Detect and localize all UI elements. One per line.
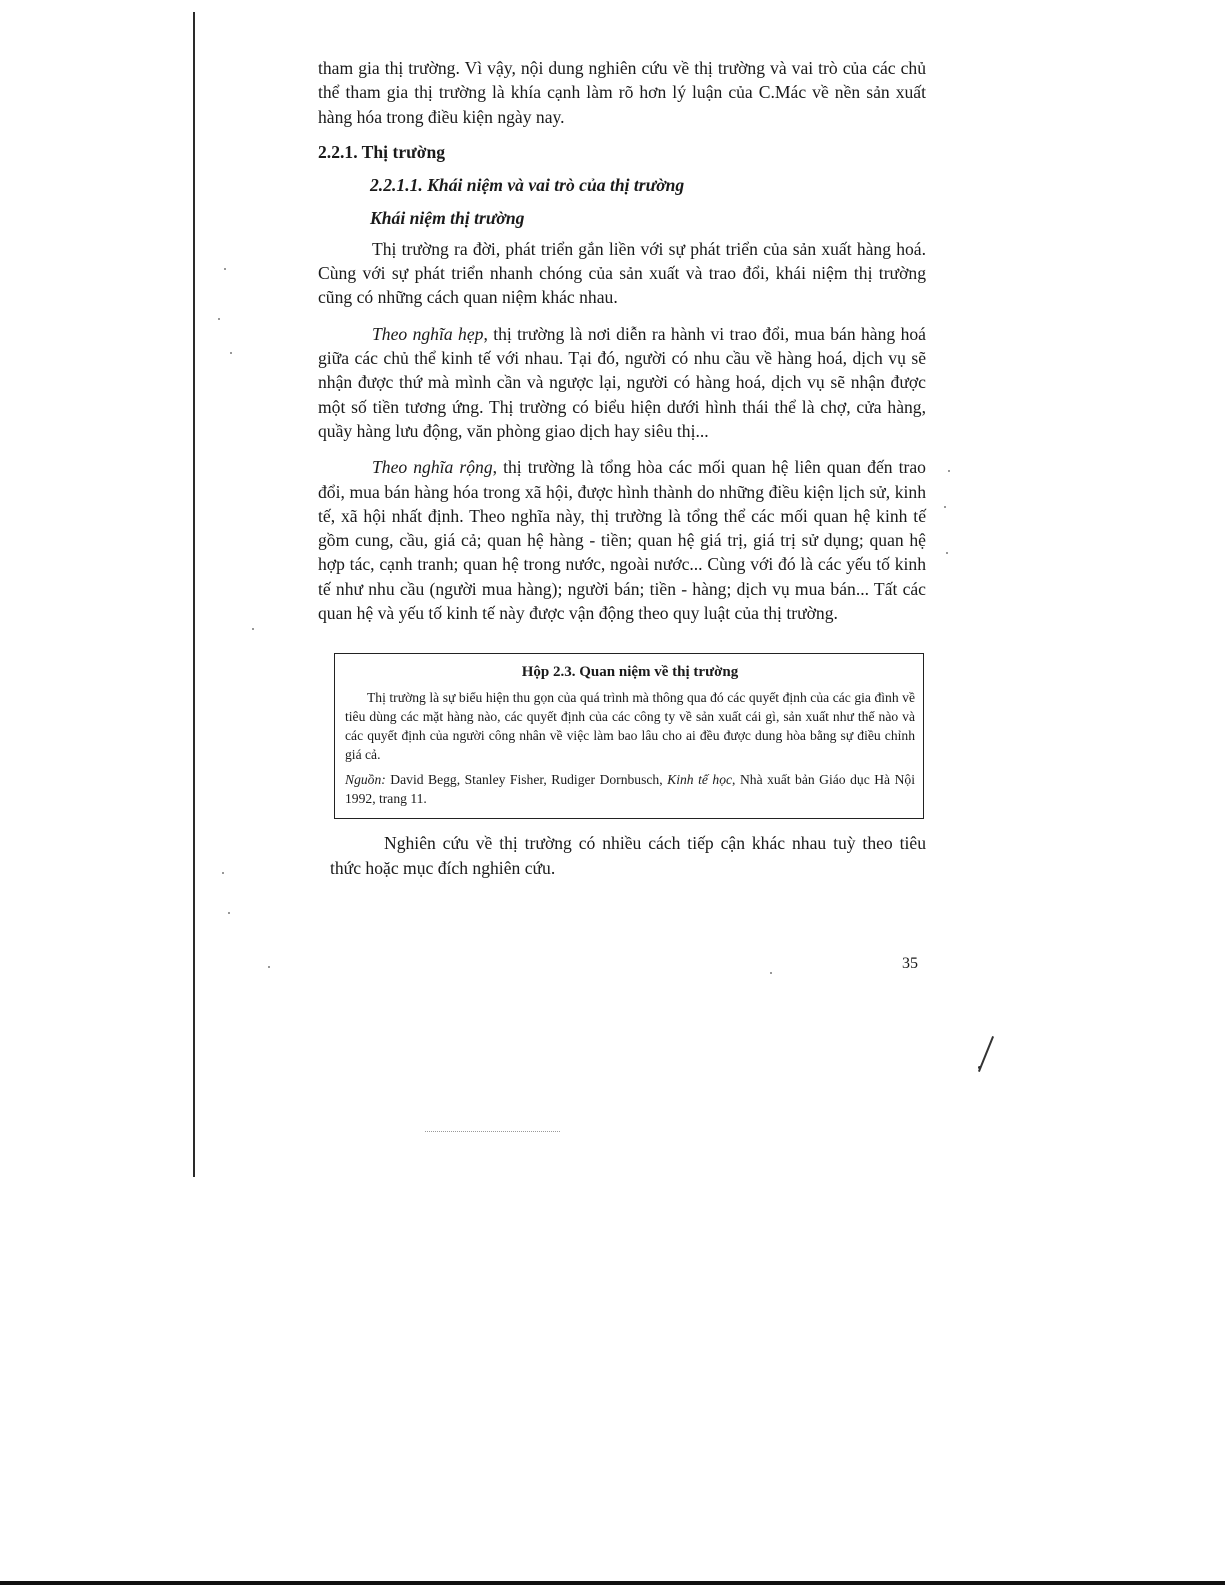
paragraph-narrow-sense	[318, 322, 926, 443]
scan-speck	[218, 318, 220, 320]
document-page	[318, 56, 926, 880]
scan-speck	[770, 972, 772, 974]
scan-bottom-edge	[0, 1581, 1225, 1585]
info-box-body: Thị trường là sự biểu hiện thu gọn của quá trình mà thông qua đó các quyết định của các gia đình về tiêu dùng các mặt hàng nào, các quyết định của các công ty về sản xuất cái gì, sản xuất như thế nào và các quyết định của người công nhân về việc làm bao lâu cho ai đều được dung hòa bằng sự điều chỉnh giá cả.	[345, 690, 915, 763]
scan-smudge	[425, 1131, 560, 1134]
source-book-title: Kinh tế học	[667, 772, 733, 788]
scan-speck	[946, 552, 948, 554]
broad-sense-text: , thị trường là tổng hòa các mối quan hệ liên quan đến trao đổi, mua bán hàng hóa trong xã hội, được hình thành do những điều kiện lịch sử, kinh tế, xã hội nhất định. Theo nghĩa này, thị trường là tổng thể các mối quan hệ kinh tế gồm cung, cầu, giá cả; quan hệ hàng - tiền; quan hệ giá trị, giá trị sử dụng; quan hệ hợp tác, cạnh tranh; quan hệ trong nước, ngoài nước... Cùng với đó là các yếu tố kinh tế như nhu cầu (người mua hàng); người bán; tiền - hàng; dịch vụ mua bán... Tất các quan hệ và yếu tố kinh tế này được vận động theo quy luật của thị trường.	[318, 457, 926, 624]
scan-speck	[230, 352, 232, 354]
broad-sense-lead: Theo nghĩa rộng	[372, 457, 493, 478]
pen-mark-dot	[978, 1066, 981, 1069]
scan-speck	[944, 506, 946, 508]
subsection-heading: 2.2.1.1. Khái niệm và vai trò của thị trường	[370, 174, 685, 195]
info-box-title: Hộp 2.3. Quan niệm về thị trường	[521, 664, 739, 681]
paragraph-research-approach: Nghiên cứu về thị trường có nhiều cách tiếp cận khác nhau tuỳ theo tiêu thức hoặc mục đích nghiên cứu.	[330, 833, 926, 878]
paragraph-intro: tham gia thị trường. Vì vậy, nội dung nghiên cứu về thị trường và vai trò của các chủ thể tham gia thị trường là khía cạnh làm rõ hơn lý luận của C.Mác về nền sản xuất hàng hóa trong điều kiện ngày nay.	[318, 58, 926, 127]
source-authors: David Begg, Stanley Fisher, Rudiger Dornbusch,	[385, 772, 668, 788]
scan-speck	[228, 912, 230, 914]
narrow-sense-lead: Theo nghĩa hẹp	[372, 323, 484, 344]
source-publisher: , Nhà xuất bản Giáo dục Hà Nội 1992, trang 11.	[345, 772, 915, 807]
subsubsection-heading: Khái niệm thị trường	[370, 207, 525, 228]
info-box	[334, 653, 924, 819]
scan-speck	[948, 470, 950, 472]
section-heading: 2.2.1. Thị trường	[318, 141, 446, 162]
paragraph-definition-intro: Thị trường ra đời, phát triển gắn liền với sự phát triển của sản xuất hàng hoá. Cùng với sự phát triển nhanh chóng của sản xuất và trao đổi, khái niệm thị trường cũng có những cách quan niệm khác nhau.	[318, 238, 926, 308]
scan-speck	[224, 268, 226, 270]
info-box-source	[345, 770, 915, 808]
scan-speck	[222, 872, 224, 874]
source-label: Nguồn:	[345, 772, 386, 788]
scan-binding-line	[193, 12, 195, 1177]
scan-speck	[268, 966, 270, 968]
paragraph-broad-sense	[318, 455, 926, 625]
page-number: 35	[902, 955, 918, 972]
scan-speck	[252, 628, 254, 630]
narrow-sense-text: , thị trường là nơi diễn ra hành vi trao đổi, mua bán hàng hoá giữa các chủ thể kinh tế với nhau. Tại đó, người có nhu cầu về hàng hoá, dịch vụ sẽ nhận được thứ mà mình cần và ngược lại, người có hàng hoá, dịch vụ sẽ nhận được một số tiền tương ứng. Thị trường có biểu hiện dưới hình thái thể là chợ, cửa hàng, quầy hàng lưu động, văn phòng giao dịch hay siêu thị...	[318, 323, 926, 441]
